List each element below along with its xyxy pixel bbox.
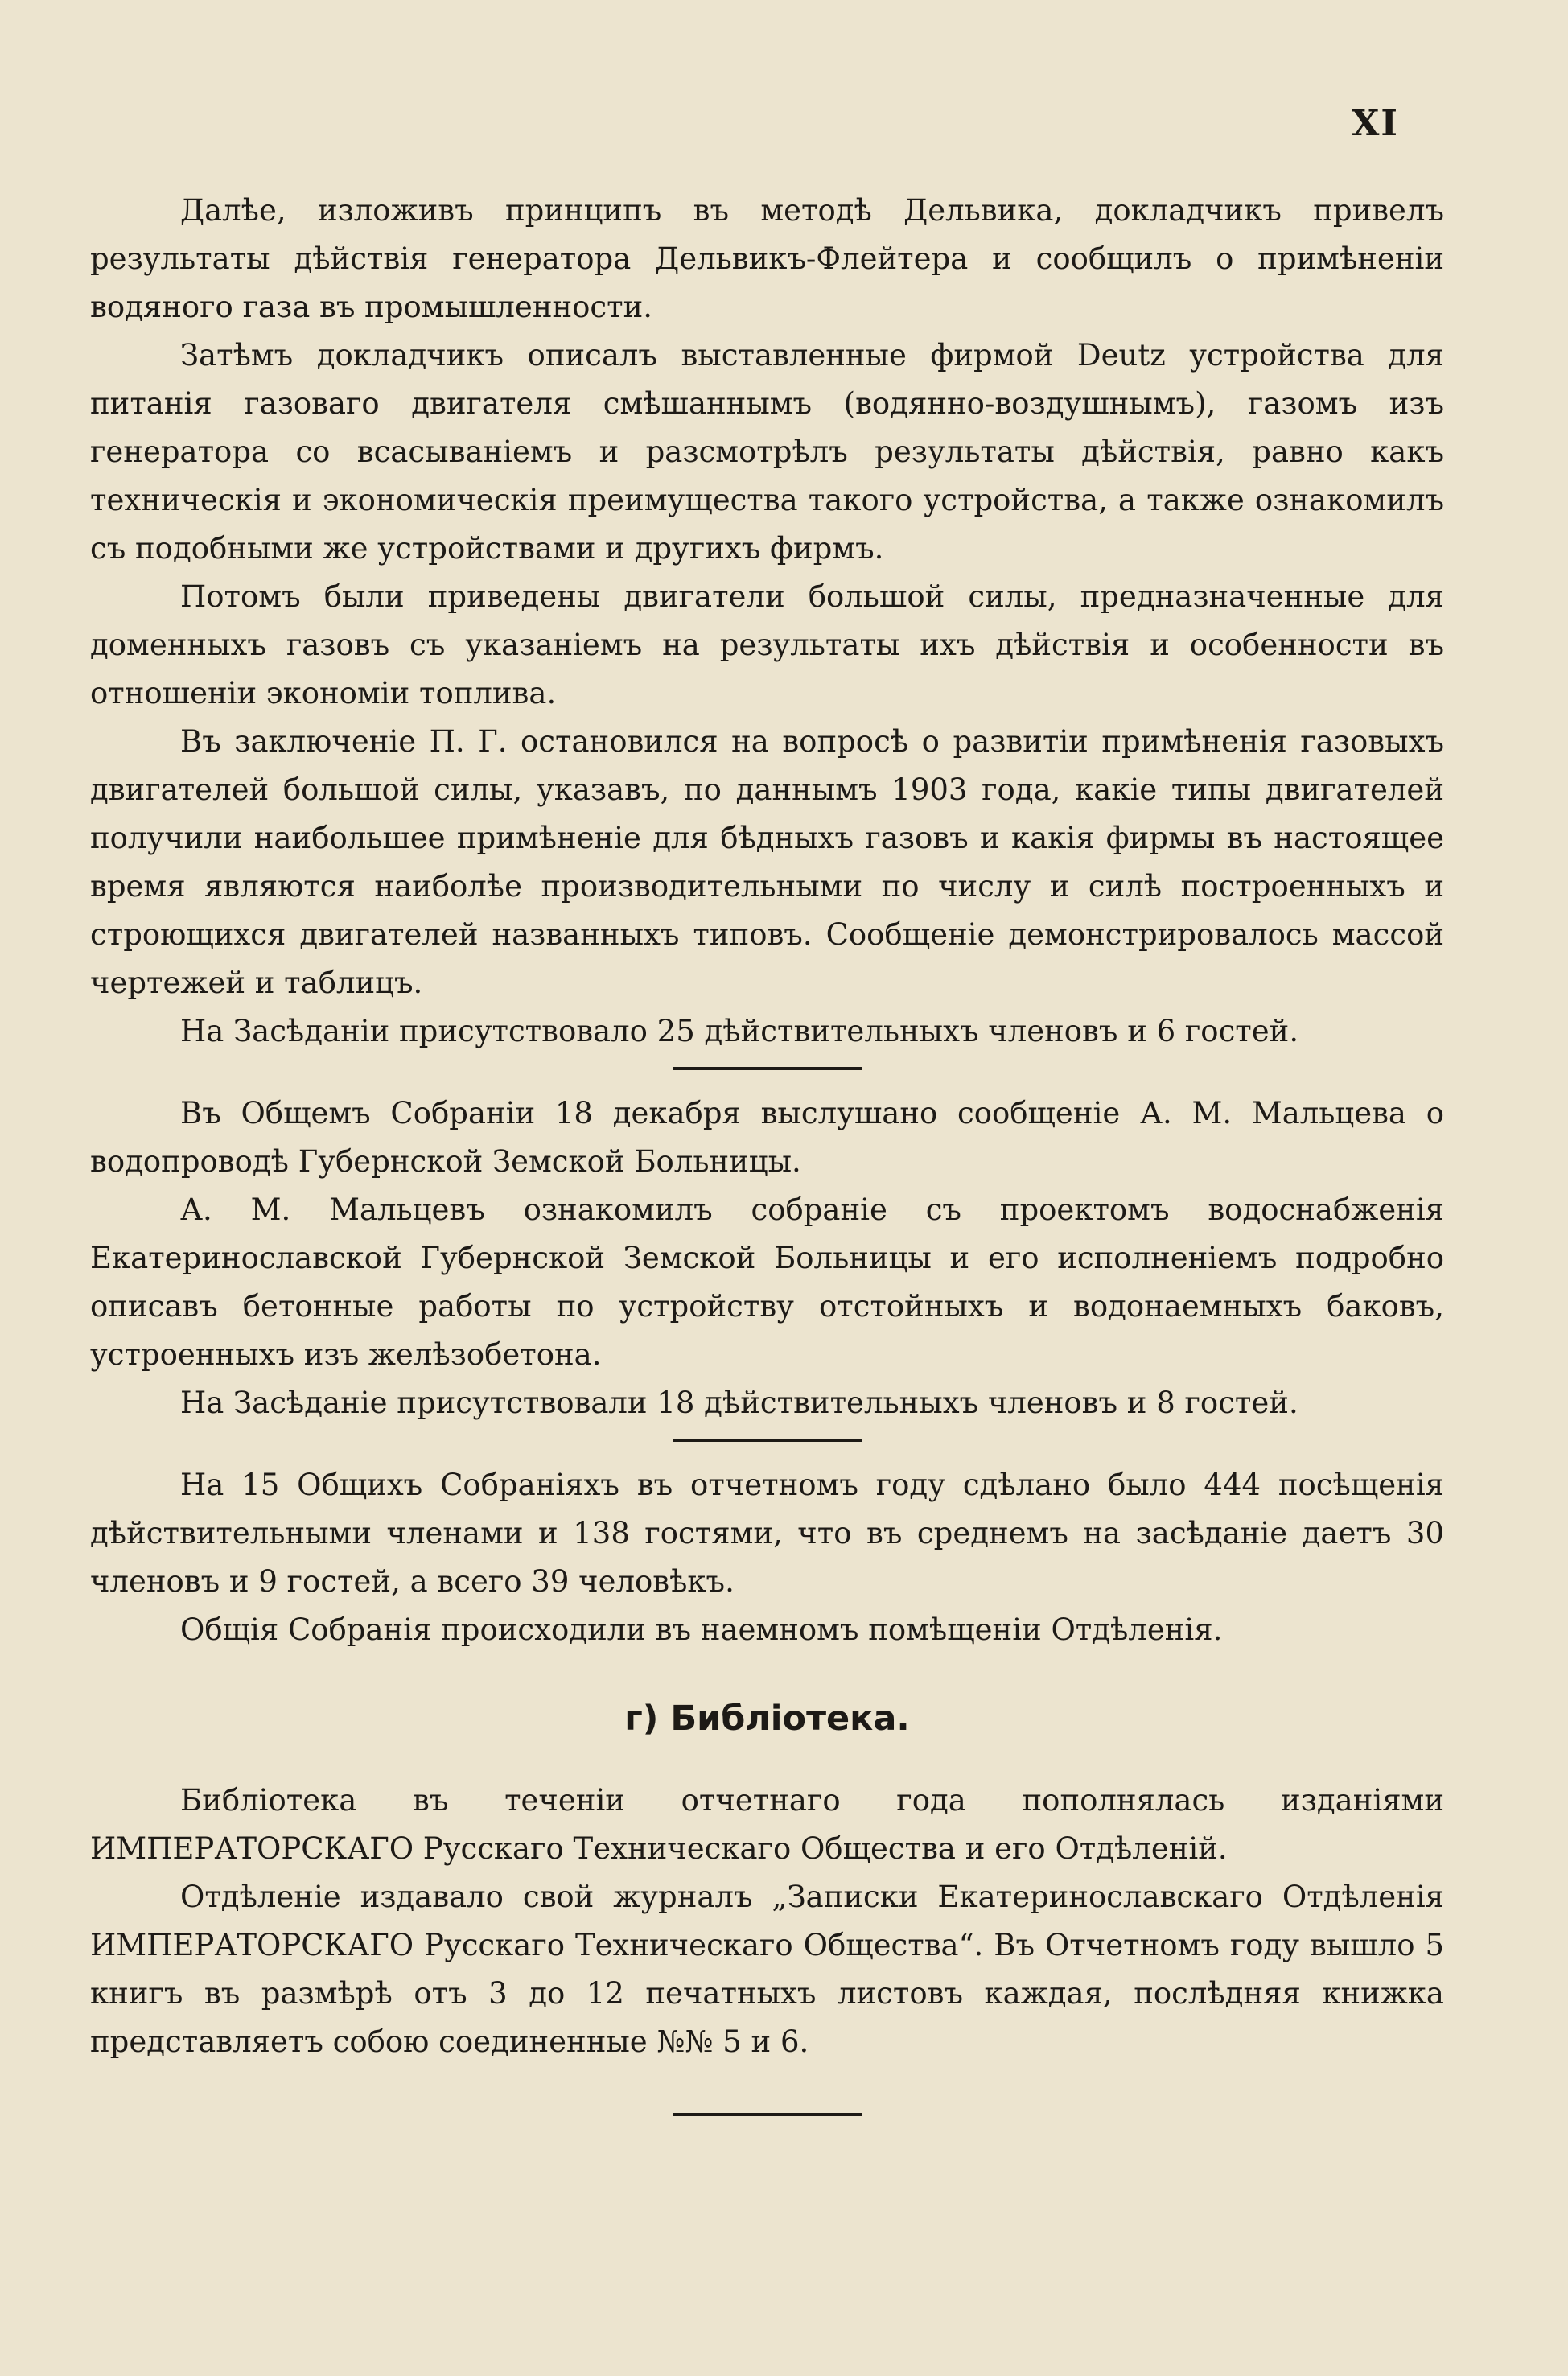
page-body bbox=[90, 187, 1444, 2135]
section-delwik-report bbox=[90, 187, 1444, 1056]
paragraph: А. М. Мальцевъ ознакомилъ собраніе съ проектомъ водоснабженія Екатеринославской Губернской Земской Больницы и его исполненіемъ подробно описавъ бетонные работы по устройству отстойныхъ и водонаемныхъ баковъ, устроенныхъ изъ желѣзобетона. bbox=[90, 1192, 1444, 1372]
paragraph: Далѣе, изложивъ принципъ въ методѣ Дельвика, докладчикъ привелъ результаты дѣйствія генератора Дельвикъ-Флейтера и сообщилъ о примѣненіи водяного газа въ промышленности. bbox=[90, 193, 1444, 324]
end-divider bbox=[673, 2113, 862, 2116]
section-divider bbox=[673, 1439, 862, 1442]
section-library bbox=[90, 1777, 1444, 2066]
paragraph: Общія Собранія происходили въ наемномъ помѣщеніи Отдѣленія. bbox=[180, 1612, 1223, 1647]
paragraph: Отдѣленіе издавало свой журналъ „Записки Екатеринославскаго Отдѣленія ИМПЕРАТОРСКАГО Русскаго Техническаго Общества“. Въ Отчетномъ году вышло 5 книгъ въ размѣрѣ отъ 3 до 12 печатныхъ листовъ каждая, послѣдняя книжка представляетъ собою соединенные №№ 5 и 6. bbox=[90, 1880, 1444, 2059]
paragraph: Въ заключеніе П. Г. остановился на вопросѣ о развитіи примѣненія газовыхъ двигателей большой силы, указавъ, по даннымъ 1903 года, какіе типы двигателей получили наибольшее примѣненіе для бѣдныхъ газовъ и какія фирмы въ настоящее время являются наиболѣе производительными по числу и силѣ построенныхъ и строющихся двигателей названныхъ типовъ. Сообщеніе демонстрировалось массой чертежей и таблицъ. bbox=[90, 724, 1444, 1000]
section-water-supply-report bbox=[90, 1089, 1444, 1427]
section-heading-library: г) Библіотека. bbox=[624, 1699, 910, 1739]
paragraph: Потомъ были приведены двигатели большой силы, предназначенные для доменныхъ газовъ съ указаніемъ на результаты ихъ дѣйствія и особенности въ отношеніи экономіи топлива. bbox=[90, 579, 1444, 710]
paragraph: Въ Общемъ Собраніи 18 декабря выслушано сообщеніе А. М. Мальцева о водопроводѣ Губернской Земской Больницы. bbox=[90, 1096, 1444, 1179]
page-number: XI bbox=[1352, 103, 1399, 144]
paragraph: На Засѣданіе присутствовали 18 дѣйствительныхъ членовъ и 8 гостей. bbox=[180, 1386, 1298, 1420]
paragraph: На Засѣданіи присутствовало 25 дѣйствительныхъ членовъ и 6 гостей. bbox=[180, 1014, 1299, 1048]
paragraph: Библіотека въ теченіи отчетнаго года пополнялась изданіями ИМПЕРАТОРСКАГО Русскаго Техническаго Общества и его Отдѣленій. bbox=[90, 1783, 1444, 1866]
paragraph: Затѣмъ докладчикъ описалъ выставленные фирмой Deutz устройства для питанія газоваго двигателя смѣшаннымъ (водянно-воздушнымъ), газомъ изъ генератора со всасываніемъ и разсмотрѣлъ результаты дѣйствія, равно какъ техническія и экономическія преимущества такого устройства, а также ознакомилъ съ подобными же устройствами и другихъ фирмъ. bbox=[90, 338, 1444, 566]
section-attendance-summary bbox=[90, 1461, 1444, 1654]
paragraph: На 15 Общихъ Собраніяхъ въ отчетномъ году сдѣлано было 444 посѣщенія дѣйствительными членами и 138 гостями, что въ среднемъ на засѣданіе даетъ 30 членовъ и 9 гостей, а всего 39 человѣкъ. bbox=[90, 1468, 1444, 1599]
section-divider bbox=[673, 1067, 862, 1070]
